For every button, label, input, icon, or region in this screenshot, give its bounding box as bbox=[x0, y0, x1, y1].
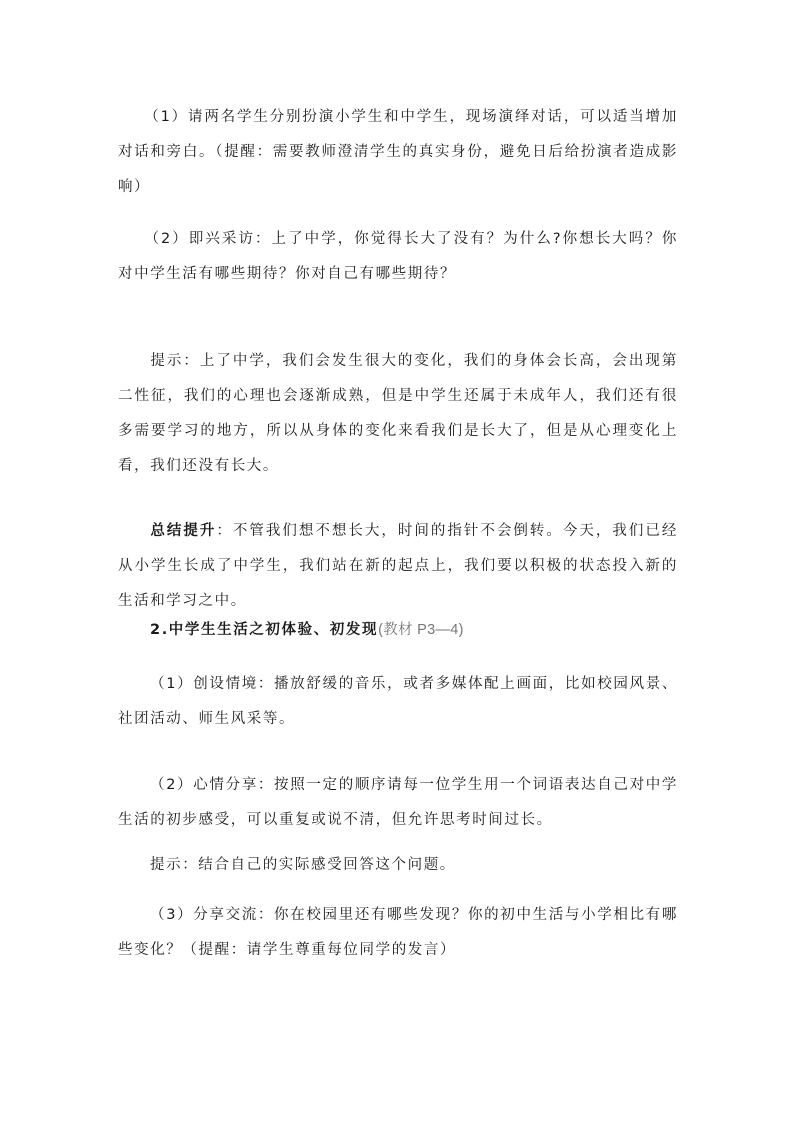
paragraph-create-scene bbox=[118, 667, 678, 737]
paragraph-role-play bbox=[118, 100, 678, 205]
section-heading bbox=[118, 613, 678, 648]
paragraph-create-scene-text: （1）创设情境：播放舒缓的音乐，或者多媒体配上画面，比如校园风景、社团活动、师生风采等。 bbox=[118, 676, 678, 727]
summary-label: 总结提升 bbox=[150, 523, 217, 539]
paragraph-hint-growth bbox=[118, 344, 678, 484]
section-heading-textbook-ref: (教材 P3—4) bbox=[378, 622, 464, 638]
paragraph-mood-share bbox=[118, 768, 678, 838]
paragraph-hint-answer bbox=[118, 848, 678, 883]
paragraph-summary bbox=[118, 514, 678, 619]
paragraph-hint-growth-text: 提示：上了中学，我们会发生很大的变化，我们的身体会长高，会出现第二性征，我们的心理也会逐渐成熟，但是中学生还属于未成年人，我们还有很多需要学习的地方，所以从身体的变化来看我们是长大了，但是从心理变化上看，我们还没有长大。 bbox=[118, 353, 678, 474]
paragraph-mood-share-text: （2）心情分享：按照一定的顺序请每一位学生用一个词语表达自己对中学生活的初步感受，可以重复或说不清，但允许思考时间过长。 bbox=[118, 777, 678, 828]
paragraph-interview bbox=[118, 222, 678, 292]
paragraph-interview-text: （2）即兴采访：上了中学，你觉得长大了没有？为什么?你想长大吗？你对中学生活有哪些期待？你对自己有哪些期待？ bbox=[118, 231, 678, 282]
paragraph-role-play-text: （1）请两名学生分别扮演小学生和中学生，现场演绎对话，可以适当增加对话和旁白。（提醒：需要教师澄清学生的真实身份，避免日后给扮演者造成影响） bbox=[118, 109, 678, 195]
summary-text: ：不管我们想不想长大，时间的指针不会倒转。今天，我们已经从小学生长成了中学生，我们站在新的起点上，我们要以积极的状态投入新的生活和学习之中。 bbox=[118, 523, 678, 609]
section-heading-title: 2.中学生生活之初体验、初发现 bbox=[150, 622, 379, 638]
paragraph-share-exchange bbox=[118, 898, 678, 968]
paragraph-share-exchange-text: （3）分享交流：你在校园里还有哪些发现？你的初中生活与小学相比有哪些变化？（提醒：请学生尊重每位同学的发言） bbox=[118, 907, 678, 958]
paragraph-hint-answer-text: 提示：结合自己的实际感受回答这个问题。 bbox=[150, 857, 456, 873]
